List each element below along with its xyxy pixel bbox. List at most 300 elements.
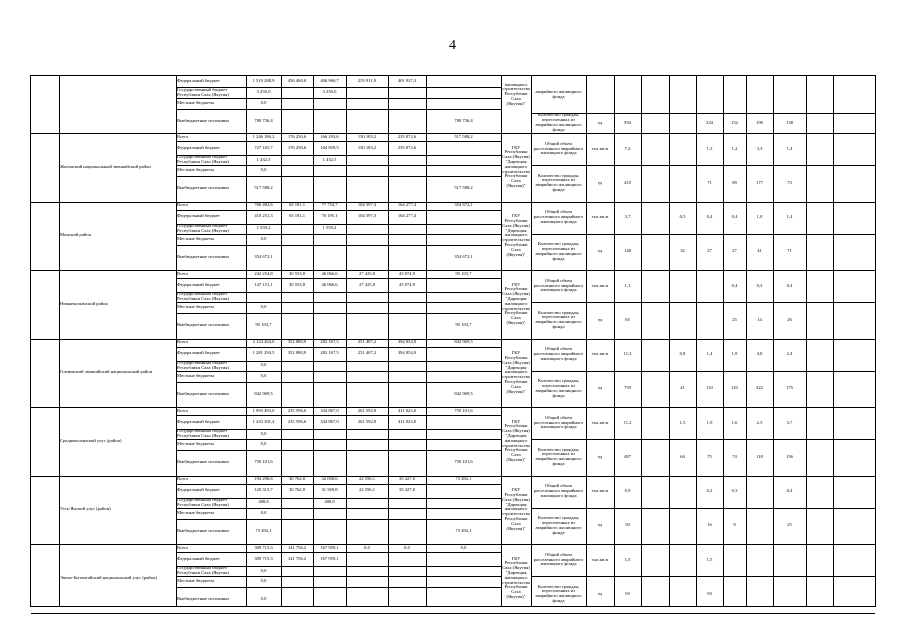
- row-label-local: Местные бюджеты: [177, 578, 215, 584]
- value-cell: 30 762,8: [288, 487, 306, 493]
- value-cell: 0,0: [364, 544, 370, 550]
- value-cell: [313, 508, 346, 519]
- value-cell: 1 432,5: [322, 156, 337, 162]
- table-rule: [723, 76, 724, 606]
- value-cell: [281, 313, 313, 339]
- value-cell: 1,5: [624, 556, 631, 562]
- value-cell: [346, 429, 388, 439]
- value-cell: [426, 98, 501, 109]
- value-cell: 3 250,0: [256, 89, 271, 95]
- value-cell: 0,0: [260, 372, 267, 378]
- value-cell: 750 101,6: [454, 407, 473, 413]
- value-cell: [346, 292, 388, 302]
- value-cell: 175: [786, 385, 793, 391]
- value-cell: 110: [706, 385, 713, 391]
- value-cell: 0,2: [706, 488, 713, 494]
- customer-cell: ГКУ Республики Саха (Якутия) "Дирекция жилищного строительства Республики Саха (Якутия)": [502, 350, 530, 394]
- value-cell: [346, 498, 388, 508]
- value-cell: 104 597,3: [357, 202, 377, 208]
- value-cell: [426, 566, 501, 576]
- value-cell: [669, 165, 696, 202]
- value-cell: 35 427,0: [398, 476, 416, 482]
- value-cell: [281, 98, 313, 109]
- value-cell: [281, 439, 313, 450]
- value-cell: [388, 361, 426, 371]
- value-cell: [669, 302, 696, 339]
- value-cell: [281, 361, 313, 371]
- value-cell: [313, 576, 346, 587]
- value-cell: [346, 302, 388, 313]
- value-cell: 1 243 391,4: [252, 418, 275, 424]
- value-cell: [426, 576, 501, 587]
- value-cell: 73 492,1: [455, 476, 472, 482]
- value-cell: [346, 245, 388, 271]
- value-cell: 394 854,9: [397, 339, 417, 345]
- table-rule: [388, 76, 389, 606]
- value-cell: [346, 566, 388, 576]
- row-label-local: Местные бюджеты: [177, 167, 215, 173]
- value-cell: 334: [706, 119, 713, 125]
- value-cell: 0,4: [706, 214, 713, 220]
- value-cell: [281, 109, 313, 133]
- value-cell: 1,5: [679, 419, 686, 425]
- indicator-label-area: Общий объем расселенного аварийного жилищного фонда: [533, 414, 584, 430]
- value-cell: 750 101,6: [254, 459, 273, 465]
- indicator-label-area: Общий объем расселенного аварийного жилищного фонда: [533, 346, 584, 361]
- row-label-extra: Внебюджетные источники: [177, 322, 229, 328]
- value-cell: 118: [756, 453, 763, 459]
- value-cell: 235 872,6: [397, 133, 417, 139]
- value-cell: 73 492,1: [455, 527, 472, 533]
- row-label-state: Государственный бюджет Республики Саха (Якутия): [177, 566, 229, 575]
- value-cell: [388, 109, 426, 133]
- value-cell: 1,4: [786, 214, 793, 220]
- value-cell: 25: [732, 316, 737, 322]
- value-cell: 0,4: [731, 282, 738, 288]
- value-cell: 1 559,2: [322, 225, 337, 231]
- value-cell: 164 277,4: [397, 213, 417, 219]
- value-cell: 25: [787, 522, 792, 528]
- value-cell: 410: [624, 179, 631, 185]
- value-cell: [313, 361, 346, 371]
- unit-cell: ед: [597, 248, 603, 254]
- unit-cell: тыс.кв.м: [591, 282, 609, 288]
- value-cell: 2,4: [786, 351, 793, 357]
- table-rule: [176, 76, 177, 606]
- value-cell: 282 167,5: [320, 350, 339, 356]
- value-cell: 3 250,0: [322, 89, 337, 95]
- value-cell: [313, 302, 346, 313]
- value-cell: [281, 234, 313, 245]
- indicator-label-count: Количество граждан, переселенных из аварийного жилищного фонда: [535, 113, 582, 132]
- value-cell: 77 754,7: [321, 202, 338, 208]
- value-cell: [388, 382, 426, 408]
- value-cell: [346, 450, 388, 476]
- row-label-extra: Внебюджетные источники: [177, 459, 229, 465]
- value-cell: [773, 576, 806, 613]
- value-cell: 46 066,6: [321, 281, 338, 287]
- table-rule: [281, 76, 282, 606]
- value-cell: [346, 519, 388, 545]
- value-cell: [426, 371, 501, 382]
- value-cell: 4,8: [756, 351, 763, 357]
- customer-cell: ГКУ Республики Саха (Якутия) "Дирекция жилищного строительства Республики Саха (Якутия)": [502, 487, 530, 531]
- district-name: Усть-Янский улус (район): [60, 506, 111, 512]
- value-cell: [313, 519, 346, 545]
- value-cell: 235 596,6: [287, 418, 307, 424]
- value-cell: [313, 245, 346, 271]
- value-cell: [426, 508, 501, 519]
- value-cell: [773, 544, 806, 576]
- row-label-extra: Внебюджетные источники: [177, 185, 229, 191]
- value-cell: 1 432,5: [256, 156, 271, 162]
- value-cell: 65 181,1: [288, 213, 306, 219]
- value-cell: 456 460,0: [287, 78, 307, 84]
- value-cell: [313, 109, 346, 133]
- value-cell: 150 183,2: [357, 133, 377, 139]
- value-cell: 22 556,1: [358, 476, 376, 482]
- row-label-state: Государственный бюджет Республики Саха (Якутия): [177, 497, 229, 507]
- district-name: Жиганский национальный эвенкийский район: [60, 163, 151, 169]
- value-cell: 104 597,3: [357, 213, 377, 219]
- value-cell: [313, 566, 346, 576]
- value-cell: 1,1: [624, 282, 631, 288]
- row-label-state: Государственный бюджет Республики Саха (Якутия): [177, 292, 229, 301]
- value-cell: [696, 270, 723, 302]
- value-cell: 176 250,6: [287, 144, 307, 150]
- value-cell: 401 927,3: [397, 78, 417, 84]
- value-cell: [346, 98, 388, 109]
- value-cell: 73 492,1: [255, 527, 272, 533]
- value-cell: 1,4: [786, 145, 793, 151]
- value-cell: [426, 347, 501, 361]
- value-cell: [426, 429, 501, 439]
- row-label-federal: Федеральный бюджет: [177, 213, 220, 219]
- value-cell: 0,3: [756, 282, 763, 288]
- value-cell: [346, 382, 388, 408]
- value-cell: 517 588,2: [254, 185, 273, 191]
- value-cell: 242 254,8: [254, 270, 273, 276]
- value-cell: 411 023,0: [397, 418, 417, 424]
- value-cell: [388, 498, 426, 508]
- value-cell: 842 969,5: [254, 390, 273, 396]
- value-cell: [313, 165, 346, 176]
- value-cell: 354 672,1: [454, 253, 473, 259]
- value-cell: 95 103,7: [255, 322, 272, 328]
- value-cell: 7,2: [624, 145, 631, 151]
- value-cell: 517 588,2: [454, 185, 473, 191]
- value-cell: 74: [732, 453, 737, 459]
- value-cell: [313, 371, 346, 382]
- row-label-federal: Федеральный бюджет: [177, 555, 220, 561]
- customer-cell: ГКУ Республики Саха (Якутия) "Дирекция жилищного строительства Республики Саха (Якутия)": [502, 555, 530, 600]
- unit-cell: тыс.кв.м: [591, 556, 609, 562]
- value-cell: [669, 133, 696, 165]
- value-cell: 1,3: [706, 145, 713, 151]
- value-cell: 95 103,7: [455, 322, 472, 328]
- value-cell: [388, 519, 426, 545]
- value-cell: 164 859,5: [320, 144, 339, 150]
- unit-cell: тыс.кв.м: [591, 488, 609, 494]
- value-cell: 0,3: [731, 488, 738, 494]
- value-cell: [426, 210, 501, 224]
- value-cell: [346, 176, 388, 202]
- value-cell: 76 195,1: [321, 213, 338, 219]
- row-label-extra: Внебюджетные источники: [177, 390, 229, 396]
- value-cell: 64: [680, 453, 685, 459]
- value-cell: [281, 155, 313, 165]
- value-cell: 1,4: [706, 351, 713, 357]
- value-cell: 3,3: [756, 145, 763, 151]
- value-cell: [281, 245, 313, 271]
- table-rule: [501, 76, 502, 606]
- district-name: Эвено-Бытантайский национальный улус (район): [60, 574, 157, 580]
- value-cell: [388, 87, 426, 98]
- value-cell: 0,4: [786, 282, 793, 288]
- value-cell: 0,0: [260, 304, 267, 310]
- value-cell: 322: [756, 385, 763, 391]
- value-cell: 0,0: [260, 567, 267, 573]
- value-cell: [696, 302, 723, 339]
- value-cell: 759: [624, 385, 631, 391]
- value-cell: [388, 302, 426, 313]
- value-cell: [281, 292, 313, 302]
- value-cell: 14: [757, 316, 762, 322]
- table-rule: [531, 76, 532, 606]
- row-label-state: Государственный бюджет Республики Саха (Якутия): [177, 360, 229, 370]
- value-cell: [388, 98, 426, 109]
- value-cell: 410 251,3: [254, 213, 273, 219]
- value-cell: [346, 234, 388, 245]
- value-cell: 0,0: [260, 235, 267, 241]
- value-cell: [388, 292, 426, 302]
- value-cell: [669, 270, 696, 302]
- table-rule: [746, 76, 747, 606]
- value-cell: 30 553,8: [288, 270, 306, 276]
- value-cell: 487: [624, 453, 631, 459]
- value-cell: 261 592,8: [357, 418, 377, 424]
- value-cell: [346, 576, 388, 587]
- unit-cell: ед: [597, 385, 603, 391]
- value-cell: [313, 292, 346, 302]
- value-cell: 0,0: [260, 430, 267, 436]
- unit-cell: тыс.кв.м: [591, 214, 609, 220]
- row-label-federal: Федеральный бюджет: [177, 281, 220, 287]
- value-cell: [281, 165, 313, 176]
- value-cell: 194 296,6: [254, 476, 273, 482]
- indicator-label-count: Количество граждан, переселенных из аварийного жилищного фонда: [535, 515, 582, 535]
- value-cell: [426, 155, 501, 165]
- district-name: Среднеколымский улус (район): [60, 437, 122, 443]
- value-cell: 3,7: [624, 214, 631, 220]
- value-cell: [426, 165, 501, 176]
- unit-cell: тыс.кв.м: [591, 145, 609, 151]
- value-cell: [723, 576, 746, 613]
- value-cell: 282 167,5: [320, 339, 339, 345]
- value-cell: 261 592,8: [357, 407, 377, 413]
- value-cell: 11,3: [623, 351, 632, 357]
- value-cell: 1,9: [706, 419, 713, 425]
- value-cell: 0,0: [260, 441, 267, 447]
- row-label-federal: Федеральный бюджет: [177, 350, 220, 356]
- value-cell: [313, 313, 346, 339]
- indicator-label-count: Количество граждан, переселенных из аварийного жилищного фонда: [535, 172, 582, 193]
- value-cell: [313, 234, 346, 245]
- value-cell: 1 246 186,2: [252, 133, 275, 139]
- value-cell: 780 756,4: [454, 117, 473, 123]
- value-cell: [246, 292, 281, 302]
- value-cell: [388, 234, 426, 245]
- row-label-extra: Внебюджетные источники: [177, 117, 229, 123]
- row-label-total: Всего: [177, 544, 189, 550]
- value-cell: [669, 476, 696, 508]
- value-cell: [746, 544, 773, 576]
- value-cell: [346, 371, 388, 382]
- row-label-total: Всего: [177, 339, 189, 345]
- value-cell: 167 959,1: [320, 555, 339, 561]
- customer-cell: ГКУ Республики Саха (Якутия) "Дирекция жилищного строительства Республики Саха (Якутия)": [502, 418, 530, 463]
- district-name: Момский район: [60, 232, 91, 238]
- row-label-federal: Федеральный бюджет: [177, 487, 220, 493]
- value-cell: 1,9: [731, 351, 738, 357]
- value-cell: 75: [707, 453, 712, 459]
- unit-cell: тыс.кв.м: [591, 419, 609, 425]
- value-cell: [388, 165, 426, 176]
- value-cell: [426, 87, 501, 98]
- value-cell: [426, 234, 501, 245]
- customer-cell: ГКУ Республики Саха (Якутия) "Дирекция жилищного строительства Республики Саха (Якутия)": [502, 213, 530, 257]
- unit-cell: ед: [597, 179, 603, 185]
- value-cell: 138: [786, 119, 793, 125]
- value-cell: 93: [625, 590, 630, 596]
- value-cell: [346, 552, 388, 566]
- value-cell: 309 715,3: [254, 544, 273, 550]
- page-number: 4: [449, 38, 456, 53]
- value-cell: 842 969,5: [454, 390, 473, 396]
- row-label-extra: Внебюджетные источники: [177, 596, 229, 602]
- value-cell: 1 993 493,0: [252, 407, 275, 413]
- value-cell: 594: [624, 119, 631, 125]
- value-cell: [426, 498, 501, 508]
- row-label-extra: Внебюджетные источники: [177, 253, 229, 259]
- row-label-federal: Федеральный бюджет: [177, 418, 220, 424]
- value-cell: 842 969,5: [454, 339, 473, 345]
- row-label-total: Всего: [177, 133, 189, 139]
- value-cell: 110: [731, 385, 738, 391]
- value-cell: [426, 76, 501, 87]
- value-cell: [388, 587, 426, 613]
- value-cell: 394 854,9: [397, 350, 417, 356]
- value-cell: 65: [625, 316, 630, 322]
- value-cell: [313, 587, 346, 613]
- value-cell: 27: [732, 248, 737, 254]
- value-cell: 152: [731, 119, 738, 125]
- row-label-local: Местные бюджеты: [177, 509, 215, 515]
- value-cell: [723, 544, 746, 576]
- value-cell: [281, 587, 313, 613]
- value-cell: 31 569,8: [321, 487, 338, 493]
- value-cell: [388, 576, 426, 587]
- value-cell: 352 880,9: [287, 350, 307, 356]
- row-label-state: Государственный бюджет Республики Саха (Якутия): [177, 223, 229, 233]
- table-rule: [313, 76, 314, 606]
- indicator-label-count: Количество граждан, переселенных из аварийного жилищного фонда: [535, 378, 582, 398]
- value-cell: [346, 87, 388, 98]
- value-cell: 65 181,1: [288, 202, 306, 208]
- table-rule: [806, 76, 807, 606]
- table-rule: [31, 613, 875, 614]
- row-label-local: Местные бюджеты: [177, 100, 215, 106]
- value-cell: 1,2: [731, 145, 738, 151]
- value-cell: 2 124 264,0: [252, 339, 275, 345]
- value-cell: 406 960,7: [320, 78, 339, 84]
- value-cell: 71: [787, 248, 792, 254]
- row-label-federal: Федеральный бюджет: [177, 78, 220, 84]
- value-cell: 164 277,4: [397, 202, 417, 208]
- table-rule: [346, 76, 347, 606]
- value-cell: [426, 224, 501, 234]
- value-cell: 727 165,7: [254, 144, 273, 150]
- value-cell: 1,6: [731, 419, 738, 425]
- value-cell: 251 407,2: [357, 339, 377, 345]
- value-cell: [426, 361, 501, 371]
- value-cell: [346, 155, 388, 165]
- value-cell: 766 482,6: [254, 202, 273, 208]
- value-cell: [281, 450, 313, 476]
- value-cell: 235 596,6: [287, 407, 307, 413]
- value-cell: [313, 429, 346, 439]
- value-cell: [388, 508, 426, 519]
- row-label-extra: Внебюджетные источники: [177, 527, 229, 533]
- value-cell: [388, 429, 426, 439]
- row-label-local: Местные бюджеты: [177, 235, 215, 241]
- value-cell: [426, 278, 501, 292]
- value-cell: 147 151,1: [254, 281, 273, 287]
- value-cell: [426, 141, 501, 155]
- row-label-total: Всего: [177, 202, 189, 208]
- value-cell: [426, 415, 501, 429]
- value-cell: 166 293,6: [320, 133, 339, 139]
- value-cell: 354 672,1: [454, 202, 473, 208]
- value-cell: 148: [624, 248, 631, 254]
- value-cell: 3,7: [786, 419, 793, 425]
- value-cell: [281, 302, 313, 313]
- value-cell: [746, 576, 773, 613]
- value-cell: 0,0: [404, 544, 410, 550]
- value-cell: 150 183,2: [357, 144, 377, 150]
- value-cell: [669, 576, 696, 613]
- value-cell: 309 715,3: [254, 555, 273, 561]
- value-cell: [746, 508, 773, 545]
- value-cell: [388, 566, 426, 576]
- value-cell: [388, 371, 426, 382]
- value-cell: [426, 439, 501, 450]
- value-cell: [346, 109, 388, 133]
- value-cell: 167 959,1: [320, 544, 339, 550]
- value-cell: 32 058,6: [321, 476, 338, 482]
- value-cell: 0,5: [679, 214, 686, 220]
- value-cell: [281, 519, 313, 545]
- value-cell: 0,0: [260, 167, 267, 173]
- table-rule: [614, 76, 615, 606]
- value-cell: 780 756,4: [254, 117, 273, 123]
- value-cell: [346, 313, 388, 339]
- value-cell: 176 250,6: [287, 133, 307, 139]
- value-cell: 26: [787, 316, 792, 322]
- value-cell: 41: [757, 248, 762, 254]
- unit-cell: ед: [597, 590, 603, 596]
- value-cell: 517 588,2: [454, 133, 473, 139]
